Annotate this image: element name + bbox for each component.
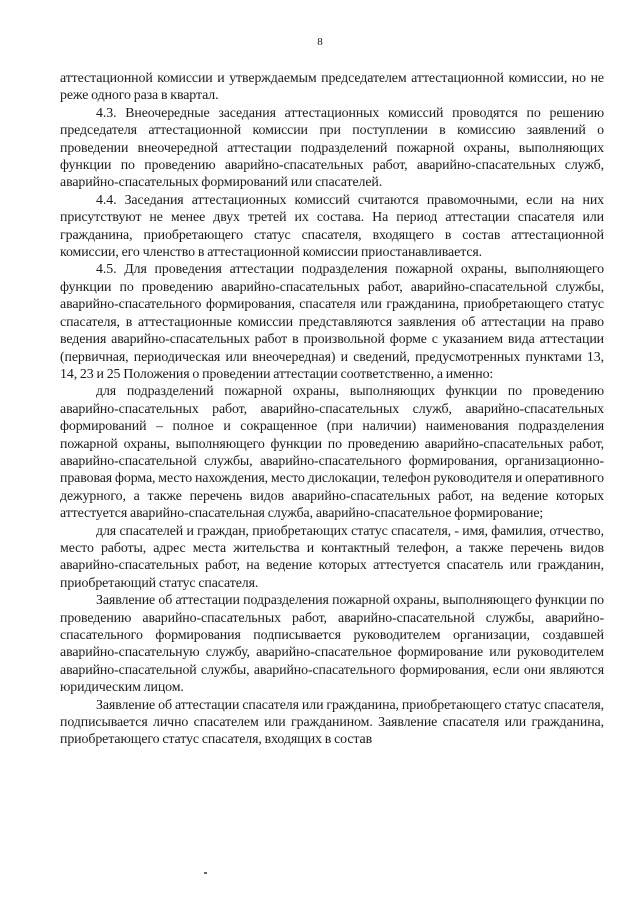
document-body <box>60 70 604 749</box>
paragraph-rescuers: для спасателей и граждан, приобретающих статус спасателя, - имя, фамилия, отчество, место работы, адрес места жительства и контактный телефон, а также перечень видов аварийно-спасательных работ, на ведение которых аттестуется спасатель или гражданин, приобретающий статус спасателя. <box>60 523 604 591</box>
paragraph-4-4: 4.4. Заседания аттестационных комиссий считаются правомочными, если на них присутствуют не менее двух третей их состава. На период аттестации спасателя или гражданина, приобретающего статус спасателя, входящего в состав аттестационной комиссии, его членство в аттестационной комиссии приостанавливается. <box>60 192 604 261</box>
page-number: 8 <box>317 36 323 48</box>
scan-speck <box>204 872 207 874</box>
paragraph-fire-units: для подразделений пожарной охраны, выполняющих функции по проведению аварийно-спасательных работ, аварийно-спасательных служб, аварийно-спасательных формирований – полное и сокращенное (при наличии) наименования подразделения пожарной охраны, выполняющего функции по проведению аварийно-спасательных работ, аварийно-спасательной службы, аварийно-спасательного формирования, организационно-правовая форма, место нахождения, место дислокации, телефон руководителя и оперативного дежурного, а также перечень видов аварийно-спасательных работ, на ведение которых аттестуется аварийно-спасательная служба, аварийно-спасательное формирование; <box>60 384 604 522</box>
paragraph-rescuer-application: Заявление об аттестации спасателя или гражданина, приобретающего статус спасателя, подписывается лично спасателем или гражданином. Заявление спасателя или гражданина, приобретающего статус спасателя, входящих в состав <box>60 697 604 748</box>
paragraph-4-3: 4.3. Внеочередные заседания аттестационных комиссий проводятся по решению председателя аттестационной комиссии при поступлении в комиссию заявлений о проведении внеочередной аттестации подразделений пожарной охраны, выполняющих функции по проведению аварийно-спасательных работ, аварийно-спасательных служб, аварийно-спасательных формирований или спасателей. <box>60 105 604 191</box>
paragraph-continuation: аттестационной комиссии и утверждаемым председателем аттестационной комиссии, но не реже одного раза в квартал. <box>60 71 604 104</box>
paragraph-4-5: 4.5. Для проведения аттестации подразделения пожарной охраны, выполняющего функции по проведению аварийно-спасательных работ, аварийно-спасательной службы, аварийно-спасательного формирования, спасателя или гражданина, приобретающего статус спасателя, в аттестационные комиссии представляются заявления об аттестации на право ведения аварийно-спасательных работ в произвольной форме с указанием вида аттестации (первичная, периодическая или внеочередная) и сведений, предусмотренных пунктами 13, 14, 23 и 25 Положения о проведении аттестации соответственно, а именно: <box>60 262 604 382</box>
paragraph-unit-application: Заявление об аттестации подразделения пожарной охраны, выполняющего функции по проведению аварийно-спасательных работ, аварийно-спасательной службы, аварийно-спасательного формирования подписывается руководителем организации, создавшей аварийно-спасательную службу, аварийно-спасательное формирование или руководителем аварийно-спасательной службы, аварийно-спасательного формирования, если они являются юридическим лицом. <box>60 593 604 696</box>
